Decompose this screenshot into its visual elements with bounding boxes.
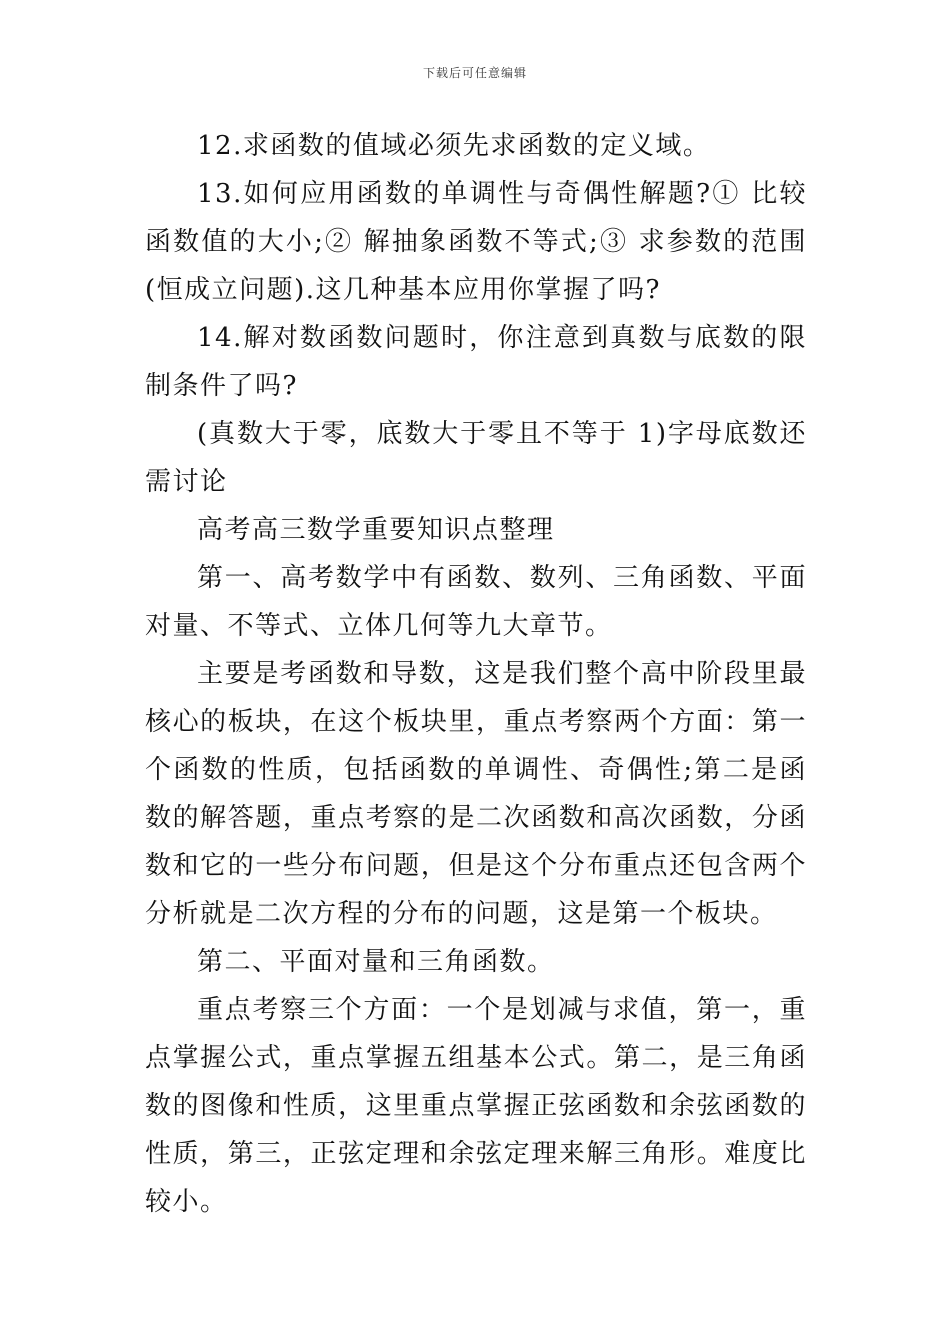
paragraph-14-note: (真数大于零，底数大于零且不等于 1)字母底数还需讨论 — [145, 419, 807, 497]
paragraph-14: 14.解对数函数问题时，你注意到真数与底数的限制条件了吗? — [145, 323, 807, 401]
paragraph-functions: 主要是考函数和导数，这是我们整个高中阶段里最核心的板块，在这个板块里，重点考察两个方面：第一个函数的性质，包括函数的单调性、奇偶性;第二是函数的解答题，重点考察的是二次函数和高次函数，分函数和它的一些分布问题，但是这个分布重点还包含两个分析就是二次方程的分布的问题，这是第一个板块。 — [145, 659, 807, 929]
header-note: 下载后可任意编辑 — [422, 66, 527, 80]
paragraph-13: 13.如何应用函数的单调性与奇偶性解题?① 比较函数值的大小;② 解抽象函数不等式;③ 求参数的范围(恒成立问题).这几种基本应用你掌握了吗? — [145, 179, 807, 305]
paragraph-first: 第一、高考数学中有函数、数列、三角函数、平面对量、不等式、立体几何等九大章节。 — [145, 563, 807, 641]
document-body — [145, 122, 807, 1226]
section-heading: 高考高三数学重要知识点整理 — [197, 515, 555, 545]
paragraph-second: 第二、平面对量和三角函数。 — [197, 947, 555, 977]
paragraph-12: 12.求函数的值域必须先求函数的定义域。 — [197, 131, 711, 161]
paragraph-trig: 重点考察三个方面：一个是划减与求值，第一，重点掌握公式，重点掌握五组基本公式。第二，是三角函数的图像和性质，这里重点掌握正弦函数和余弦函数的性质，第三，正弦定理和余弦定理来解三角形。难度比较小。 — [145, 995, 807, 1217]
